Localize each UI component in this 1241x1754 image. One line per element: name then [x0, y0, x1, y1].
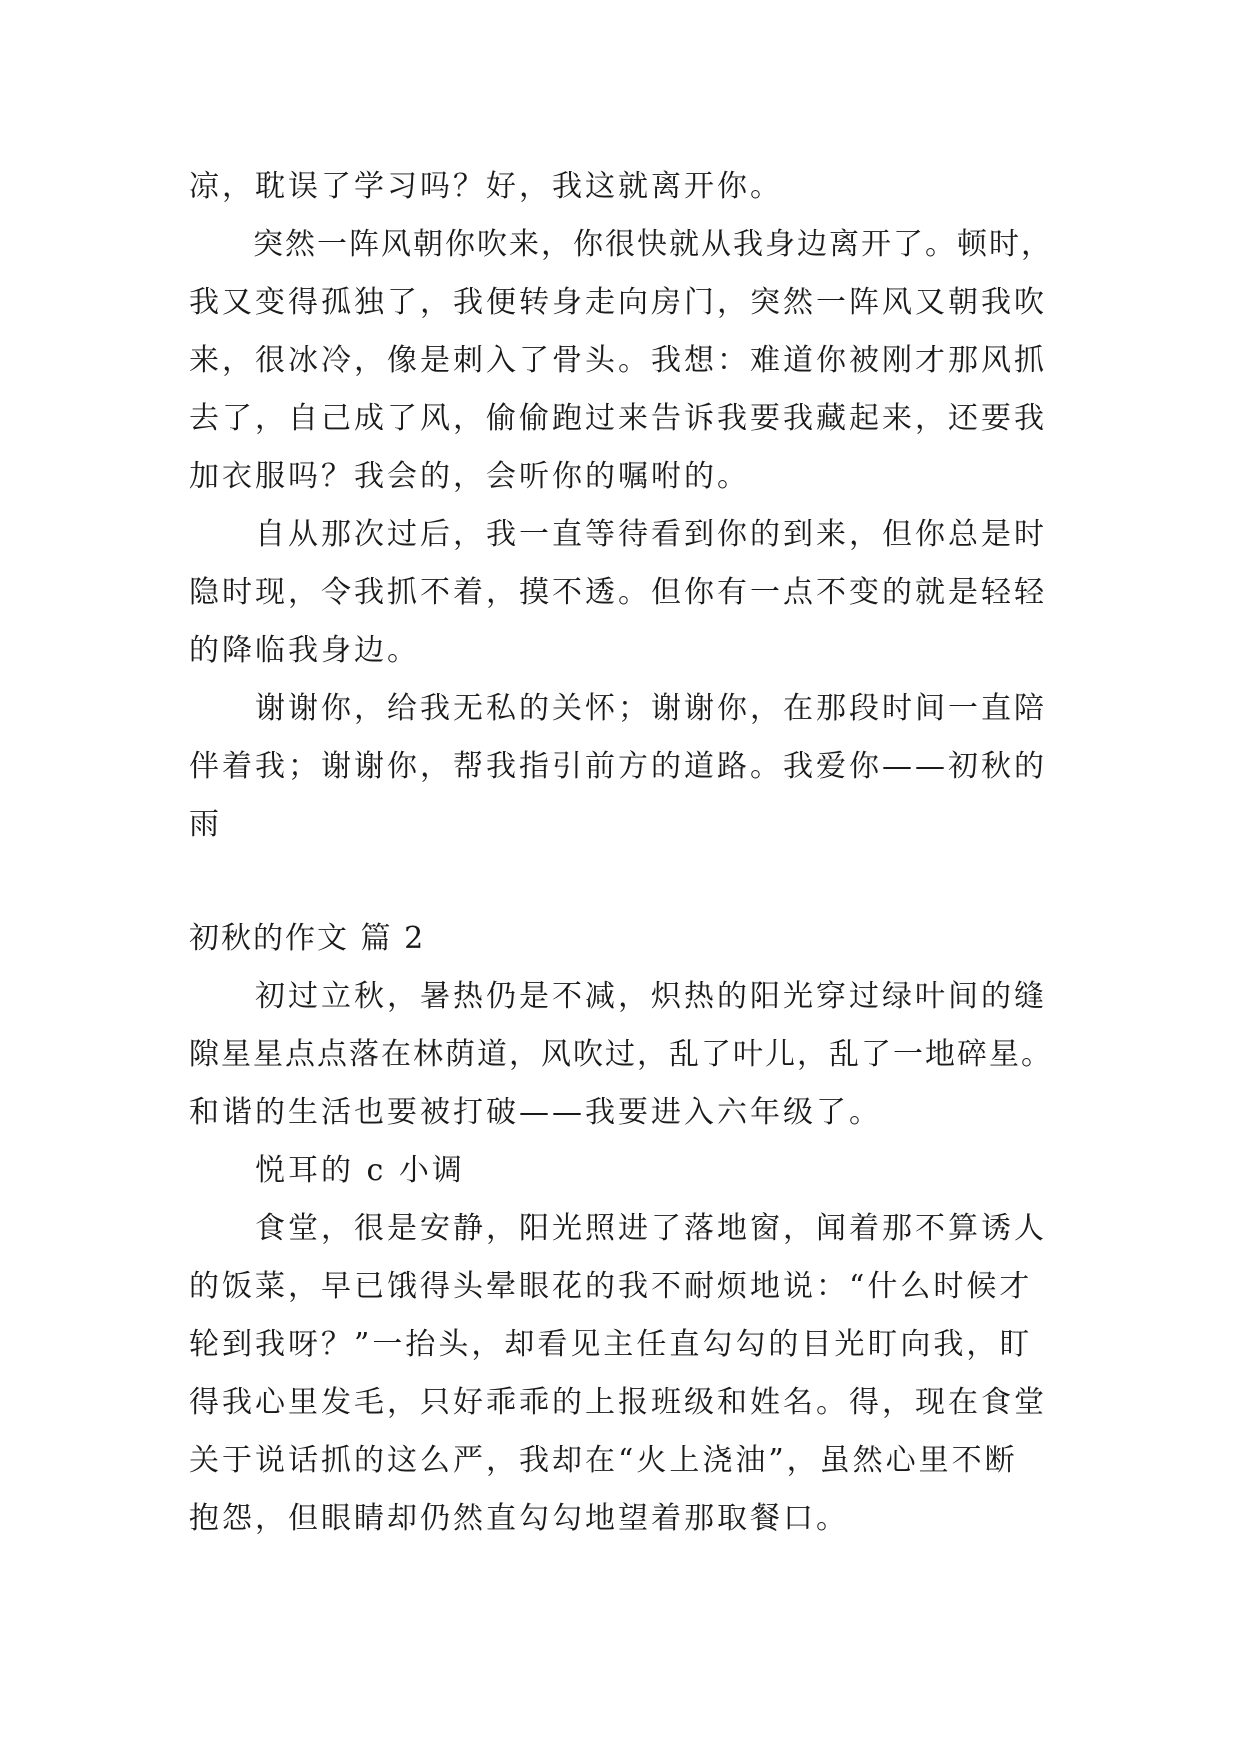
- text-line: 食堂，很是安静，阳光照进了落地窗，闻着那不算诱人: [189, 1211, 1047, 1246]
- text-line: 得我心里发毛，只好乖乖的上报班级和姓名。得，现在食堂: [189, 1385, 1047, 1420]
- text-line: 我又变得孤独了，我便转身走向房门，突然一阵风又朝我吹: [189, 285, 1047, 320]
- section-title: 初秋的作文 篇 2: [189, 921, 426, 956]
- text-line: 突然一阵风朝你吹来，你很快就从我身边离开了。顿时，: [189, 227, 1053, 262]
- text-line: 悦耳的 c 小调: [189, 1153, 465, 1188]
- text-line: 抱怨，但眼睛却仍然直勾勾地望着那取餐口。: [189, 1501, 849, 1536]
- text-line: 的饭菜，早已饿得头晕眼花的我不耐烦地说：“什么时候才: [189, 1269, 1033, 1304]
- text-line: 轮到我呀？”一抬头，却看见主任直勾勾的目光盯向我，盯: [189, 1327, 1033, 1362]
- text-line: 去了，自己成了风，偷偷跑过来告诉我要我藏起来，还要我: [189, 401, 1047, 436]
- text-line: 和谐的生活也要被打破——我要进入六年级了。: [189, 1095, 882, 1130]
- text-line: 加衣服吗？我会的，会听你的嘱咐的。: [189, 459, 750, 494]
- text-line: 伴着我；谢谢你，帮我指引前方的道路。我爱你——初秋的: [189, 749, 1047, 784]
- text-line: 雨: [189, 807, 222, 842]
- text-line: 隙星星点点落在林荫道，风吹过，乱了叶儿，乱了一地碎星。: [189, 1037, 1053, 1072]
- text-line: 隐时现，令我抓不着，摸不透。但你有一点不变的就是轻轻: [189, 575, 1047, 610]
- text-line: 来，很冰冷，像是刺入了骨头。我想：难道你被刚才那风抓: [189, 343, 1047, 378]
- text-line: 自从那次过后，我一直等待看到你的到来，但你总是时: [189, 517, 1047, 552]
- text-line: 的降临我身边。: [189, 633, 420, 668]
- text-line: 谢谢你，给我无私的关怀；谢谢你，在那段时间一直陪: [189, 691, 1047, 726]
- text-line: 凉，耽误了学习吗？好，我这就离开你。: [189, 169, 783, 204]
- text-line: 初过立秋，暑热仍是不减，炽热的阳光穿过绿叶间的缝: [189, 979, 1047, 1014]
- text-line: 关于说话抓的这么严，我却在“火上浇油”，虽然心里不断: [189, 1443, 1018, 1478]
